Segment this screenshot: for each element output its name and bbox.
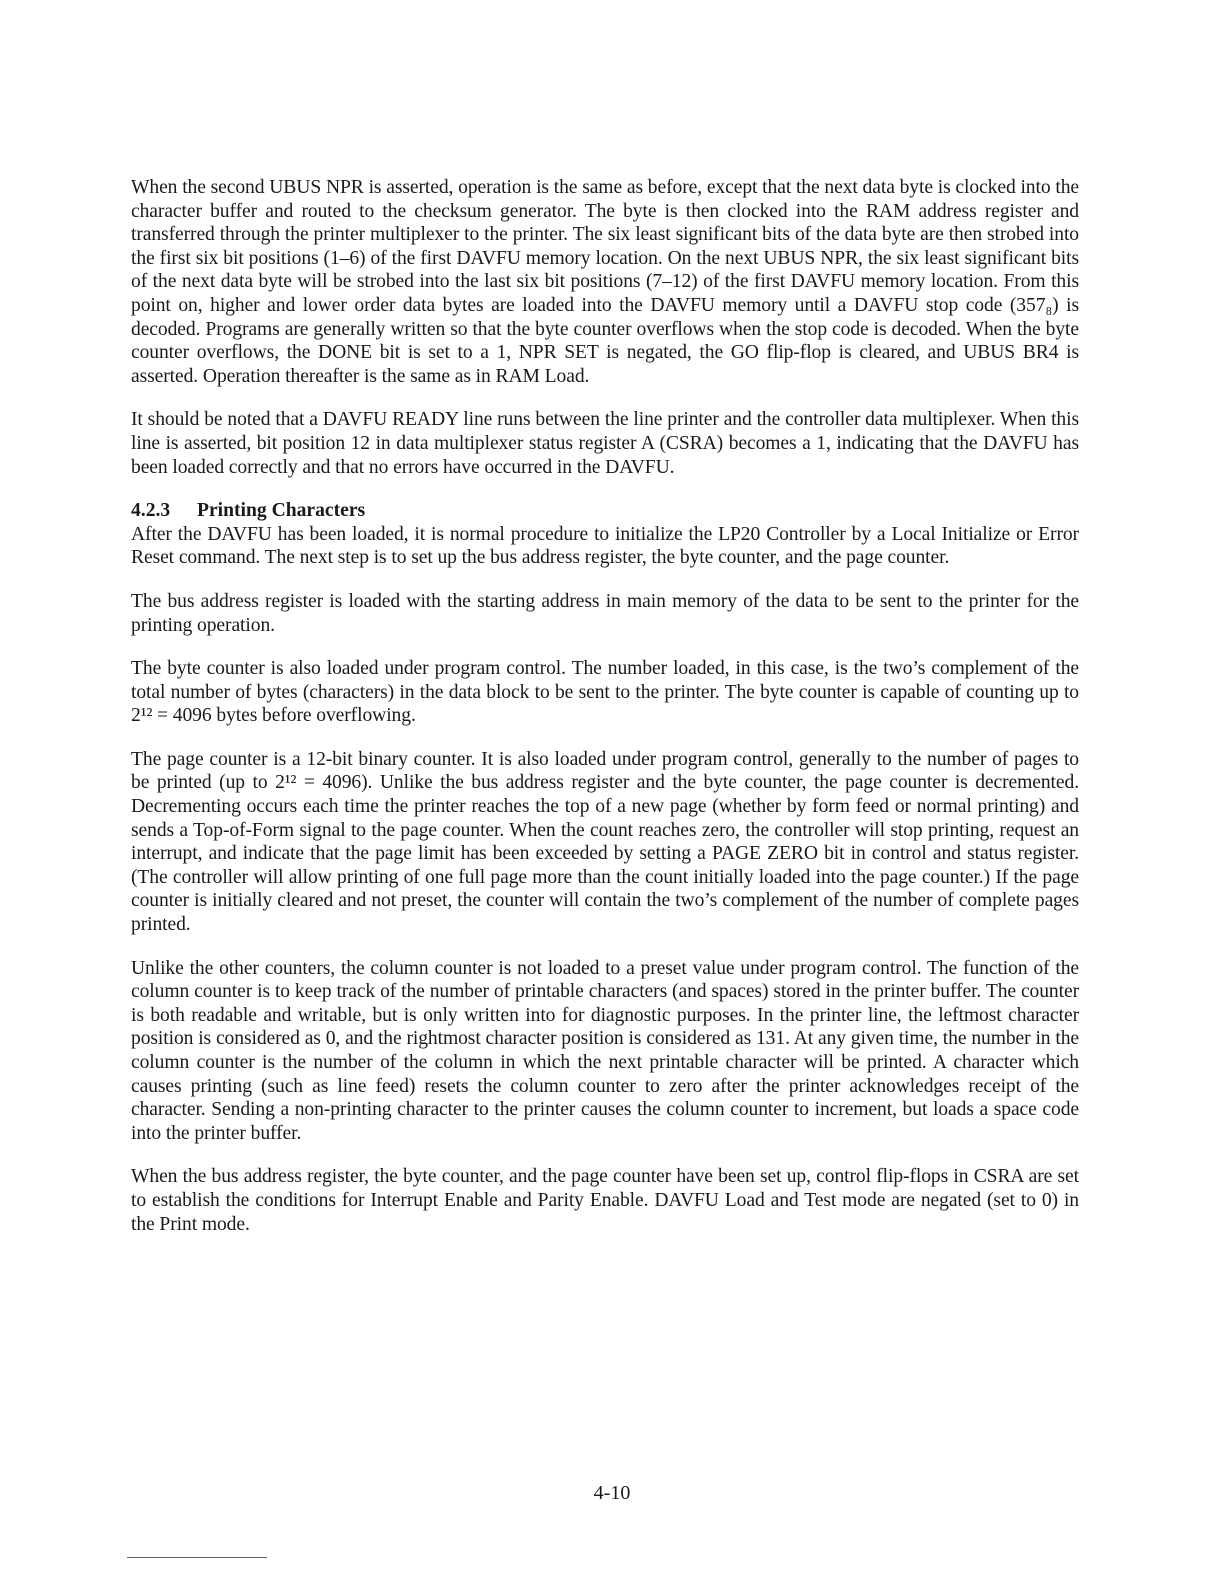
paragraph-davfu-ready-line: It should be noted that a DAVFU READY line runs between the line printer and the controller data multiplexer. When this line is asserted, bit position 12 in data multiplexer status register A (CSRA) becomes a 1, indicating that the DAVFU has been loaded correctly and that no errors have occurred in the DAVFU. xyxy=(131,409,1079,478)
paragraph-column-counter: Unlike the other counters, the column counter is not loaded to a preset value under program control. The function of the column counter is to keep track of the number of printable characters (and spaces) stored in the printer buffer. The counter is both readable and writable, but is only written into for diagnostic purposes. In the printer line, the leftmost character position is considered as 0, and the rightmost character position is considered as 131. At any given time, the number in the column counter is the number of the column in which the next printable character will be printed. A character which causes printing (such as line feed) resets the column counter to zero after the printer acknowledges receipt of the character. Sending a non-printing character to the printer causes the column counter to increment, but loads a space code into the printer buffer. xyxy=(131,957,1079,1144)
paragraph-control-flip-flops: When the bus address register, the byte counter, and the page counter have been set up, control flip-flops in CSRA are set to establish the conditions for Interrupt Enable and Parity Enable. DAVFU Load and Test mode are negated (set to 0) in the Print mode. xyxy=(131,1166,1079,1235)
paragraph-initialize-controller: After the DAVFU has been loaded, it is normal procedure to initialize the LP20 Controller by a Local Initialize or Error Reset command. The next step is to set up the bus address register, the byte counter, and the page counter. xyxy=(131,523,1079,569)
paragraph-page-counter: The page counter is a 12-bit binary counter. It is also loaded under program control, generally to the number of pages to be printed (up to 2¹² = 4096). Unlike the bus address register and the byte counter, the page counter is decremented. Decrementing occurs each time the printer reaches the top of a new page (whether by form feed or normal printing) and sends a Top-of-Form signal to the page counter. When the count reaches zero, the controller will stop printing, request an interrupt, and indicate that the page limit has been exceeded by setting a PAGE ZERO bit in control and status register. (The controller will allow printing of one full page more than the count initially loaded into the page counter.) If the page counter is initially cleared and not preset, the counter will contain the two’s complement of the number of complete pages printed. xyxy=(131,748,1079,936)
paragraph-bus-address-register: The bus address register is loaded with the starting address in main memory of the data to be sent to the printer for the printing operation. xyxy=(131,590,1079,636)
page-number: 4-10 xyxy=(593,1482,631,1504)
section-number: 4.2.3 xyxy=(131,500,171,522)
section-title: Printing Characters xyxy=(197,500,366,522)
paragraph-davfu-load-second-npr: When the second UBUS NPR is asserted, operation is the same as before, except that the next data byte is clocked into the character buffer and routed to the checksum generator. The byte is then clocked into the RAM address register and transferred through the printer multiplexer to the printer. The six least significant bits of the data byte are then strobed into the first six bit positions (1–6) of the first DAVFU memory location. On the next UBUS NPR, the six least significant bits of the next data byte will be strobed into the last six bit positions (7–12) of the first DAVFU memory location. From this point on, higher and lower order data bytes are loaded into the DAVFU memory until a DAVFU stop code (357₈) is decoded. Programs are generally written so that the byte counter overflows when the stop code is decoded. When the byte counter overflows, the DONE bit is set to a 1, NPR SET is negated, the GO flip-flop is cleared, and UBUS BR4 is asserted. Operation thereafter is the same as in RAM Load. xyxy=(131,177,1079,387)
section-heading xyxy=(131,499,1079,523)
paragraph-byte-counter: The byte counter is also loaded under program control. The number loaded, in this case, is the two’s complement of the total number of bytes (characters) in the data block to be sent to the printer. The byte counter is capable of counting up to 2¹² = 4096 bytes before overflowing. xyxy=(131,658,1079,727)
document-body xyxy=(131,176,1079,1256)
footer-rule xyxy=(127,1557,267,1558)
